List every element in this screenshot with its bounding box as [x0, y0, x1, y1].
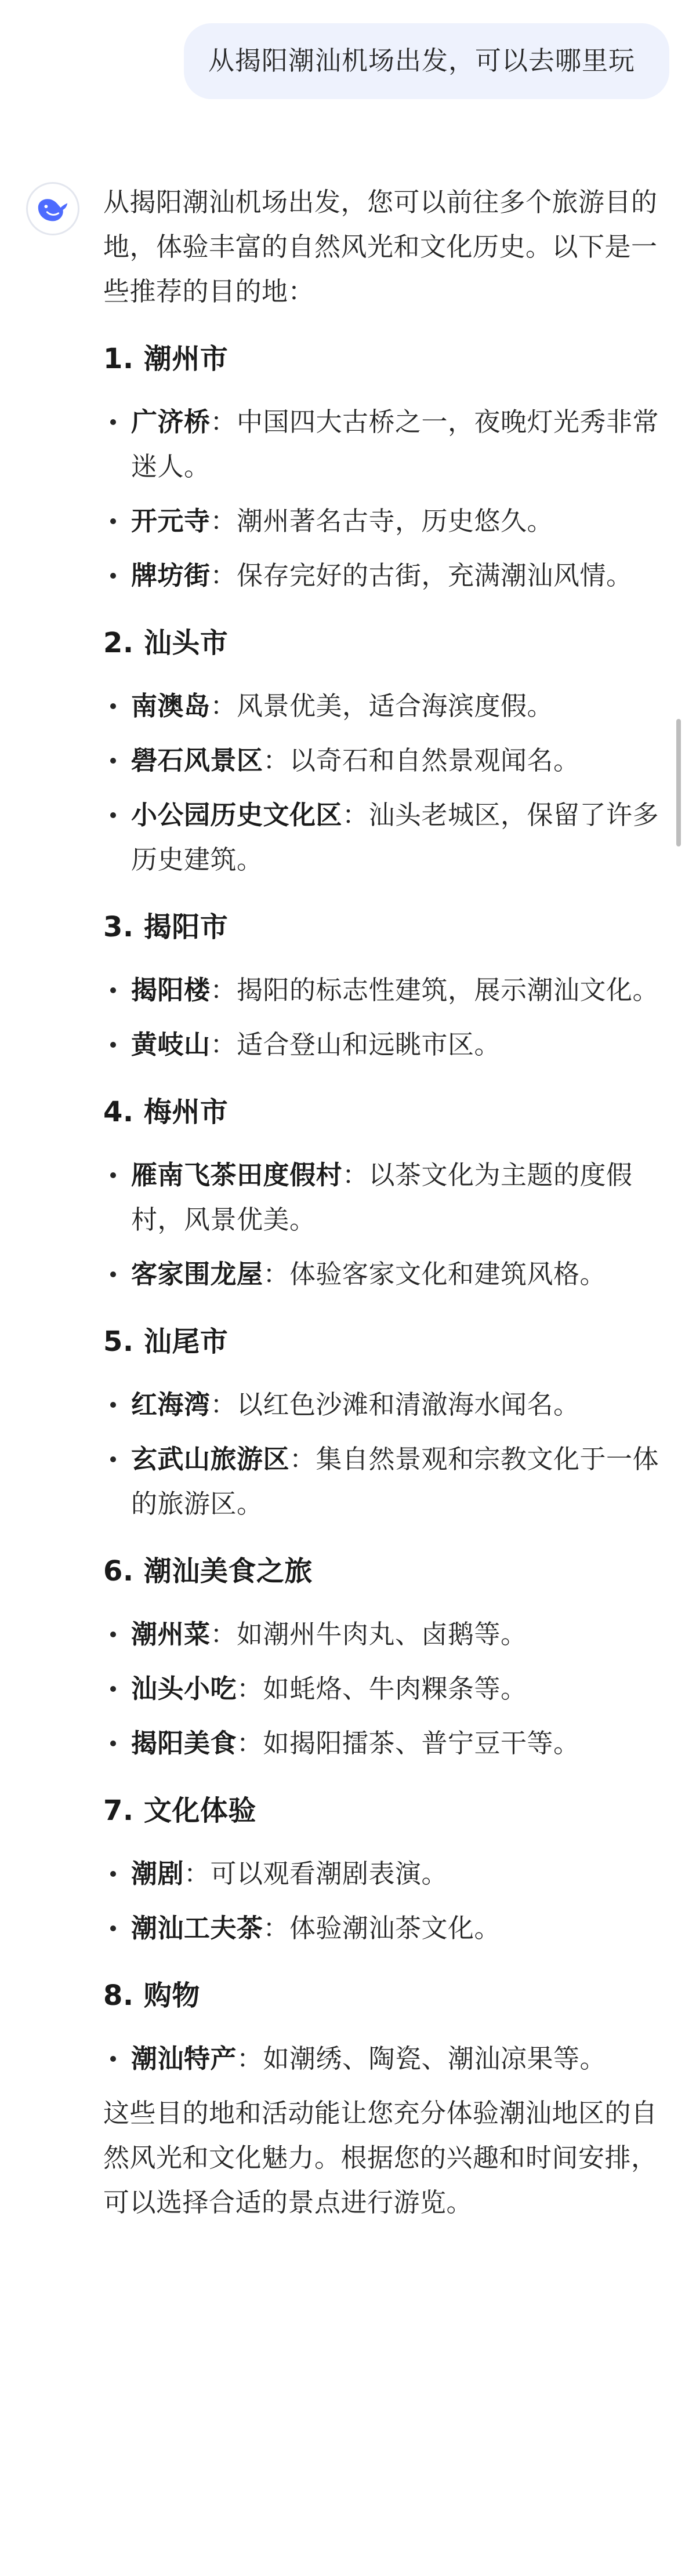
item-description: ：如潮绣、陶瓷、潮汕凉果等。 — [237, 2043, 607, 2074]
item-name: 南澳岛 — [131, 691, 211, 721]
list-item — [103, 1153, 660, 1242]
scrollbar-thumb[interactable] — [676, 719, 681, 846]
assistant-avatar — [26, 182, 79, 235]
item-name: 汕头小吃 — [131, 1673, 237, 1704]
item-description: ：风景优美，适合海滨度假。 — [210, 691, 554, 721]
item-name: 潮汕特产 — [131, 2043, 237, 2074]
section-heading: 5. 汕尾市 — [103, 1325, 229, 1358]
item-name: 牌坊街 — [131, 560, 211, 591]
user-message-bubble — [184, 23, 669, 99]
list-item — [103, 399, 660, 489]
item-name: 潮州菜 — [131, 1619, 211, 1649]
user-message-text: 从揭阳潮汕机场出发，可以去哪里玩 — [208, 45, 636, 76]
item-description: ：潮州著名古寺，历史悠久。 — [210, 506, 554, 536]
item-name: 小公园历史文化区 — [131, 800, 343, 830]
item-description: ：以奇石和自然景观闻名。 — [263, 745, 580, 776]
item-description: ：揭阳的标志性建筑，展示潮汕文化。 — [210, 975, 659, 1005]
section-heading: 6. 潮汕美食之旅 — [103, 1555, 313, 1587]
section-list — [103, 1851, 660, 1950]
section-list — [103, 2036, 660, 2081]
list-item — [103, 968, 660, 1012]
section-heading: 7. 文化体验 — [103, 1794, 256, 1827]
item-name: 雁南飞茶田度假村 — [131, 1160, 343, 1190]
list-item — [103, 499, 660, 543]
item-description: ：集自然景观和宗教文化于一体的旅游区。 — [131, 1444, 659, 1519]
section-heading: 2. 汕头市 — [103, 627, 229, 659]
item-description: ：体验潮汕茶文化。 — [263, 1913, 501, 1943]
section-list — [103, 968, 660, 1067]
item-description: ：中国四大古桥之一，夜晚灯光秀非常迷人。 — [131, 406, 659, 482]
section-heading: 4. 梅州市 — [103, 1096, 229, 1128]
item-name: 潮剧 — [131, 1858, 184, 1889]
section-list — [103, 1382, 660, 1526]
item-description: ：如蚝烙、牛肉粿条等。 — [237, 1673, 527, 1704]
item-description: ：如潮州牛肉丸、卤鹅等。 — [210, 1619, 527, 1649]
item-description: ：体验客家文化和建筑风格。 — [263, 1259, 607, 1289]
item-name: 礐石风景区 — [131, 745, 263, 776]
item-name: 客家围龙屋 — [131, 1259, 263, 1289]
list-item — [103, 738, 660, 783]
whale-logo-icon — [35, 191, 71, 227]
item-description: ：适合登山和远眺市区。 — [210, 1029, 501, 1060]
section-list — [103, 1612, 660, 1765]
item-name: 广济桥 — [131, 406, 211, 437]
list-item — [103, 1906, 660, 1950]
section-list — [103, 1153, 660, 1296]
section-list — [103, 684, 660, 882]
item-description: ：保存完好的古街，充满潮汕风情。 — [210, 560, 633, 591]
list-item — [103, 553, 660, 598]
list-item — [103, 1382, 660, 1427]
list-item — [103, 1721, 660, 1765]
list-item — [103, 684, 660, 728]
item-description: ：汕头老城区，保留了许多历史建筑。 — [131, 800, 659, 875]
answer-closing: 这些目的地和活动能让您充分体验潮汕地区的自然风光和文化魅力。根据您的兴趣和时间安排，可以选择合适的景点进行游览。 — [103, 2098, 658, 2218]
item-name: 红海湾 — [131, 1389, 211, 1420]
section-heading: 8. 购物 — [103, 1979, 200, 2012]
list-item — [103, 1612, 660, 1656]
section-heading: 1. 潮州市 — [103, 343, 229, 375]
list-item — [103, 2036, 660, 2081]
list-item — [103, 1022, 660, 1067]
list-item — [103, 1437, 660, 1526]
assistant-answer — [103, 180, 660, 2225]
item-name: 揭阳美食 — [131, 1728, 237, 1758]
item-name: 开元寺 — [131, 506, 211, 536]
item-description: ：以红色沙滩和清澈海水闻名。 — [210, 1389, 580, 1420]
item-name: 玄武山旅游区 — [131, 1444, 290, 1474]
item-name: 潮汕工夫茶 — [131, 1913, 263, 1943]
item-description: ：如揭阳擂茶、普宁豆干等。 — [237, 1728, 580, 1758]
list-item — [103, 1666, 660, 1711]
item-name: 揭阳楼 — [131, 975, 211, 1005]
section-list — [103, 399, 660, 598]
answer-intro: 从揭阳潮汕机场出发，您可以前往多个旅游目的地，体验丰富的自然风光和文化历史。以下是一些推荐的目的地： — [103, 187, 658, 307]
item-description: ：以茶文化为主题的度假村，风景优美。 — [131, 1160, 633, 1235]
list-item — [103, 1252, 660, 1296]
item-name: 黄岐山 — [131, 1029, 211, 1060]
section-heading: 3. 揭阳市 — [103, 911, 229, 943]
item-description: ：可以观看潮剧表演。 — [184, 1858, 448, 1889]
list-item — [103, 1851, 660, 1896]
list-item — [103, 793, 660, 882]
